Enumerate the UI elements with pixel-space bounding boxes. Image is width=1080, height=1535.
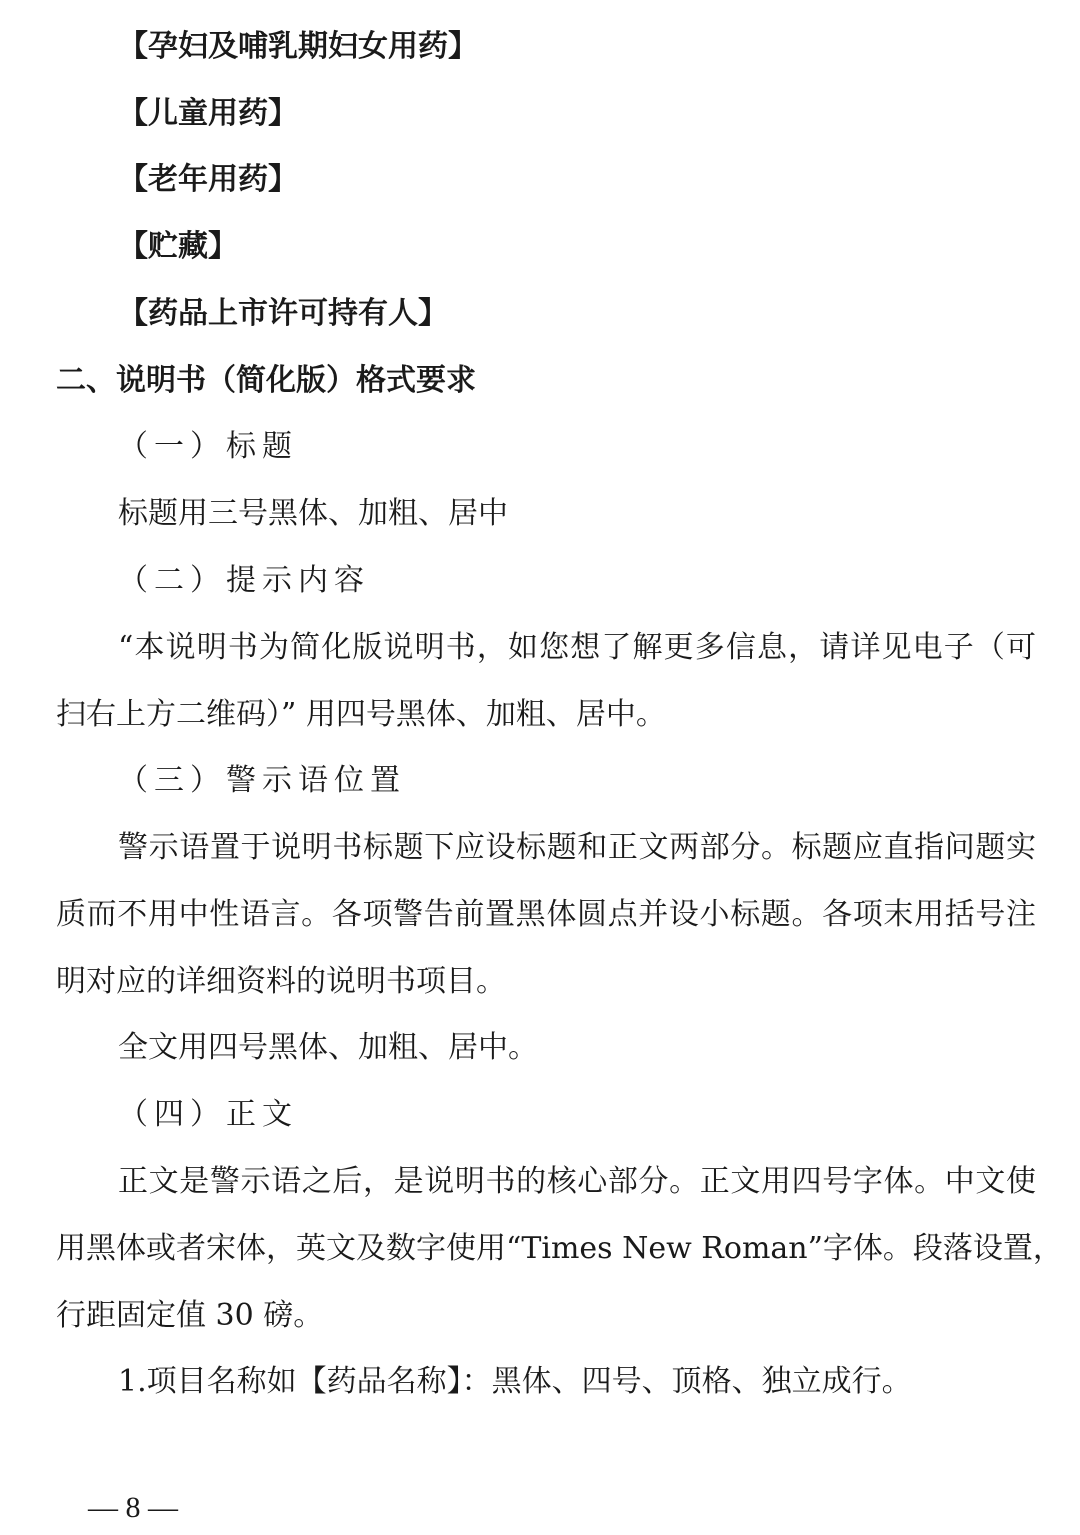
section-heading: 二、说明书（简化版）格式要求: [56, 363, 476, 398]
paragraph-warning-line2: 质而不用中性语言。各项警告前置黑体圆点并设小标题。各项末用括号注: [56, 897, 1036, 932]
subheading-warning-position: （三）警示语位置: [118, 763, 406, 798]
paragraph-warning-format: 全文用四号黑体、加粗、居中。: [118, 1030, 538, 1065]
paragraph-title-format: 标题用三号黑体、加粗、居中: [118, 496, 508, 531]
item-pediatric: 【儿童用药】: [118, 96, 298, 131]
item-storage: 【贮藏】: [118, 229, 238, 264]
subheading-prompt: （二）提示内容: [118, 563, 370, 598]
paragraph-body-line2: 用黑体或者宋体，英文及数字使用“Times New Roman”字体。段落设置，: [56, 1231, 1063, 1266]
paragraph-body-line1: 正文是警示语之后，是说明书的核心部分。正文用四号字体。中文使: [118, 1164, 1036, 1199]
paragraph-warning-line1: 警示语置于说明书标题下应设标题和正文两部分。标题应直指问题实: [118, 830, 1036, 865]
paragraph-item-name-format: 1.项目名称如【药品名称】：黑体、四号、顶格、独立成行。: [118, 1364, 912, 1399]
item-geriatric: 【老年用药】: [118, 162, 298, 197]
paragraph-prompt-line2: 扫右上方二维码）” 用四号黑体、加粗、居中。: [56, 697, 666, 732]
page-number: — 8 —: [88, 1491, 178, 1524]
paragraph-warning-line3: 明对应的详细资料的说明书项目。: [56, 964, 506, 999]
item-license-holder: 【药品上市许可持有人】: [118, 296, 448, 331]
paragraph-body-line3: 行距固定值 30 磅。: [56, 1298, 324, 1333]
subheading-title: （一）标题: [118, 429, 298, 464]
subheading-body: （四）正文: [118, 1097, 298, 1132]
item-pregnancy-lactation: 【孕妇及哺乳期妇女用药】: [118, 29, 478, 64]
paragraph-prompt-line1: “本说明书为简化版说明书，如您想了解更多信息，请详见电子（可: [118, 630, 1036, 665]
